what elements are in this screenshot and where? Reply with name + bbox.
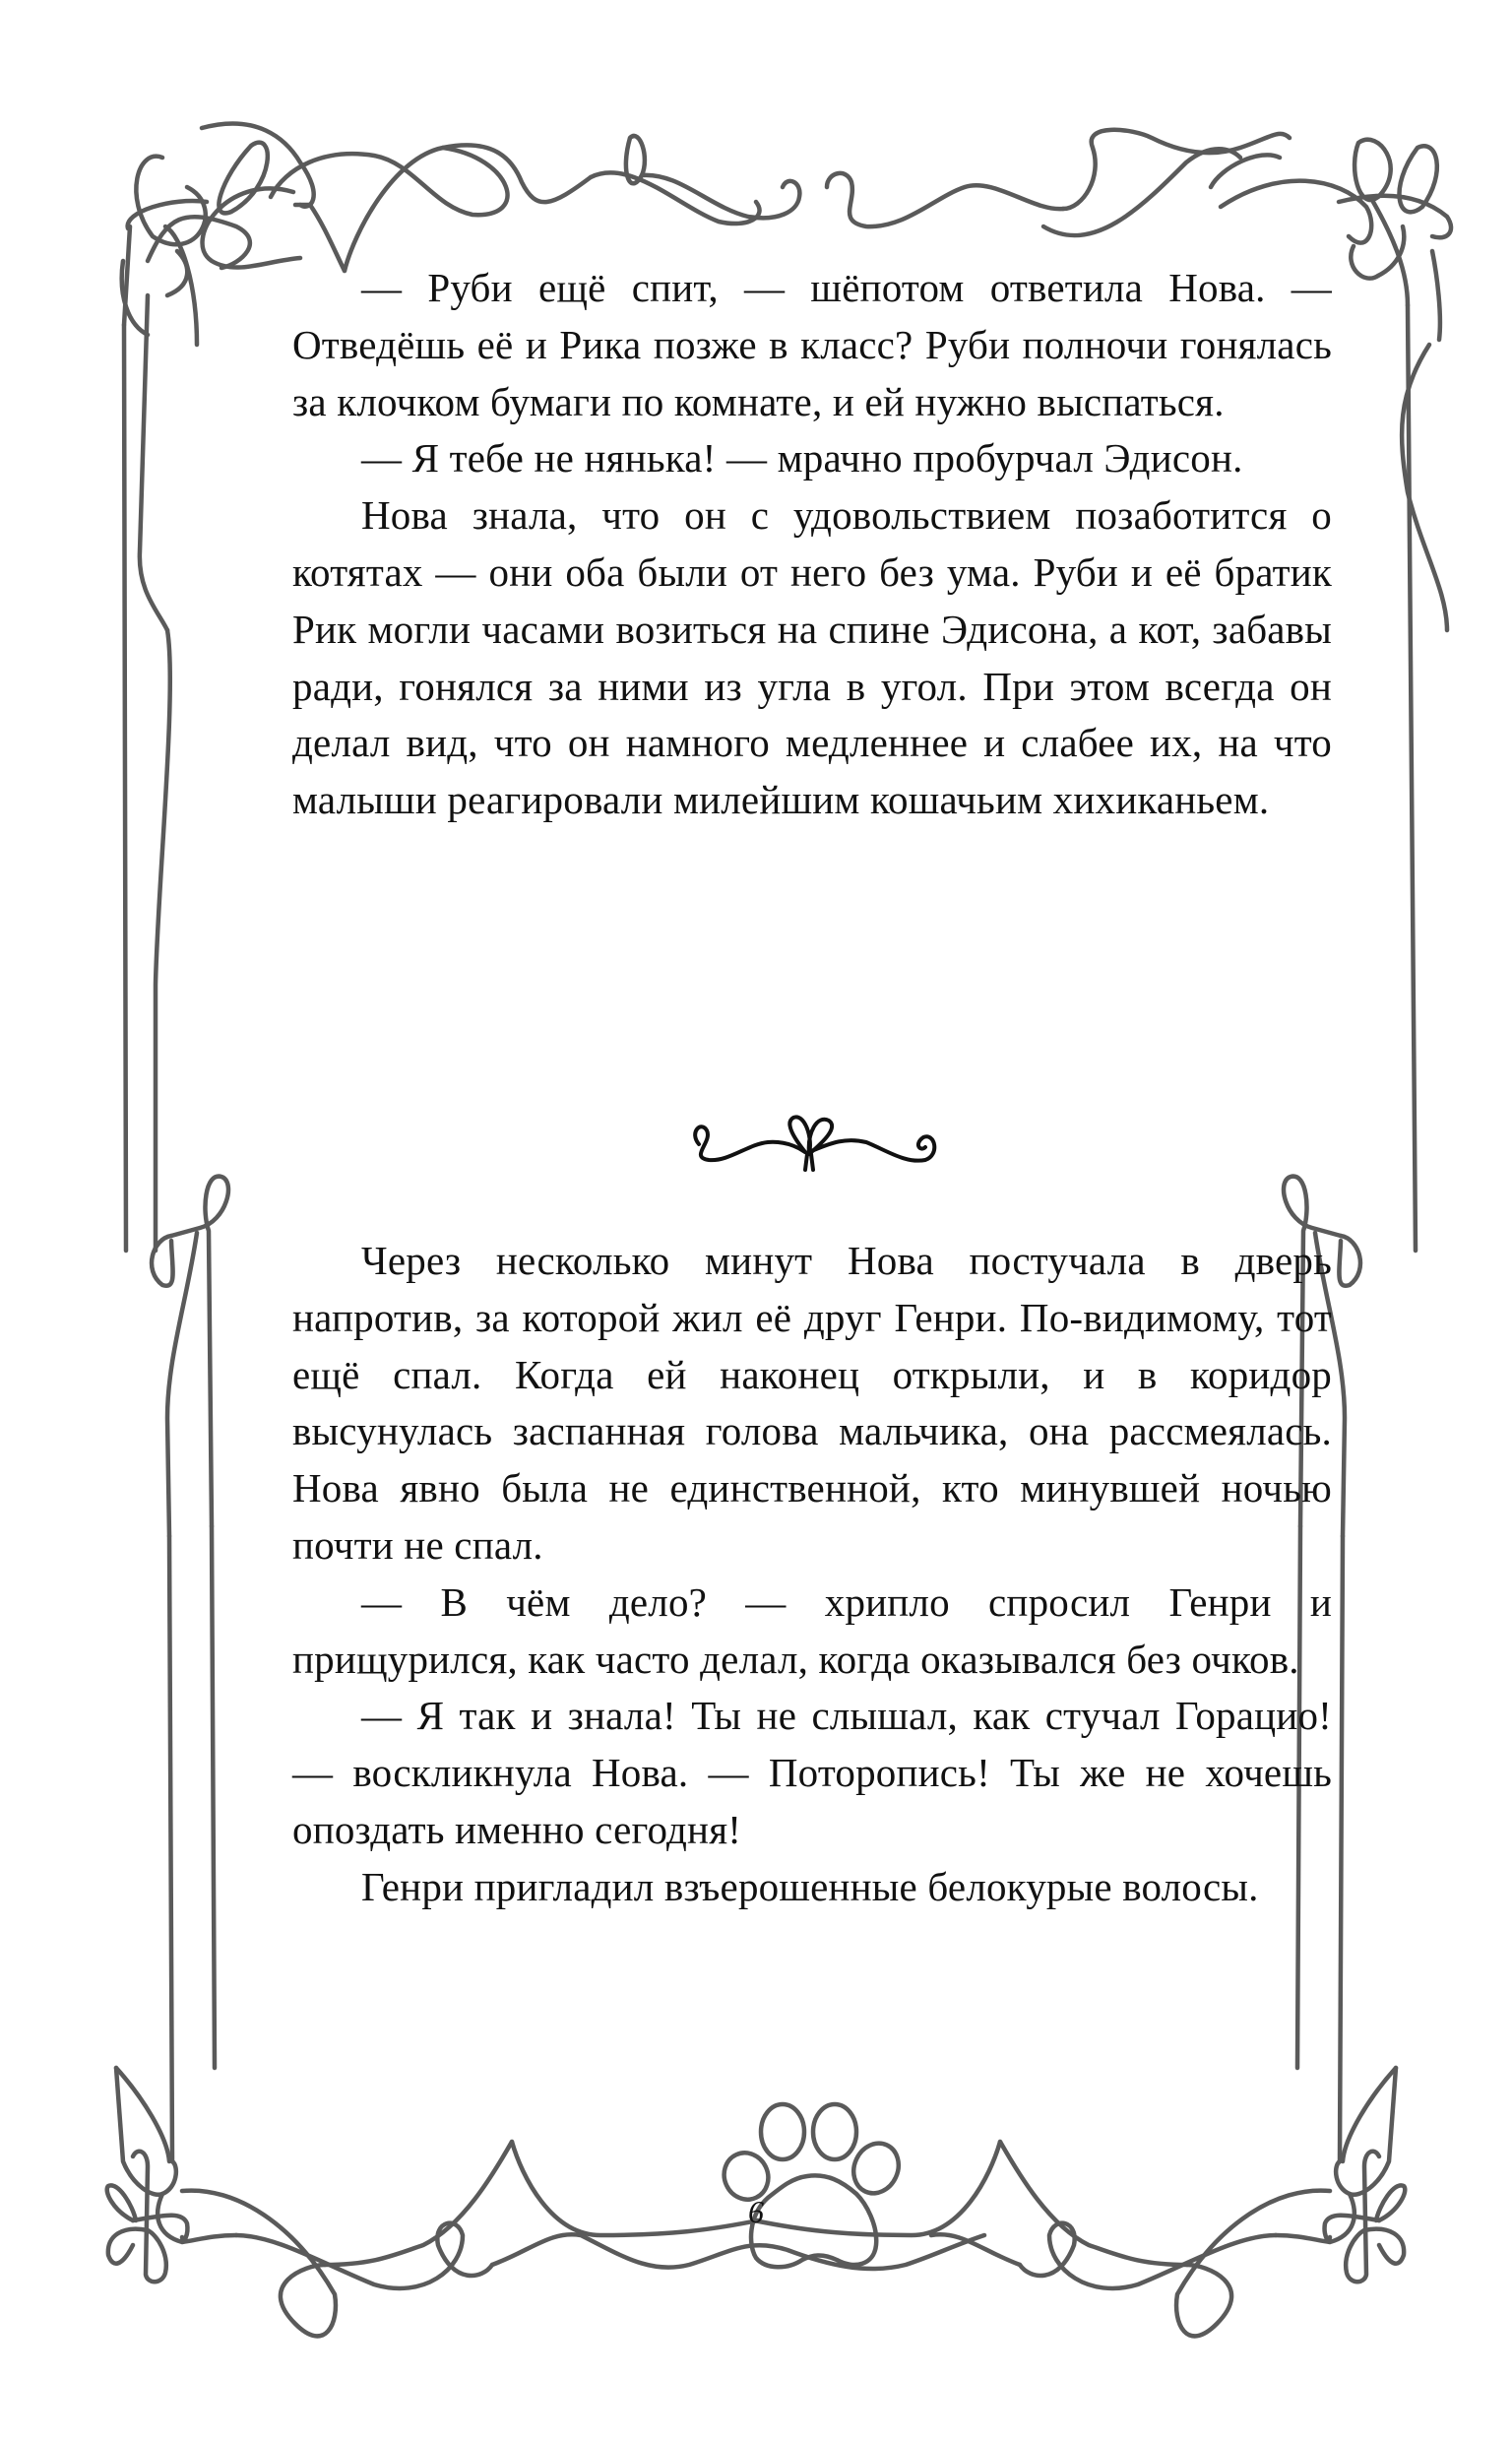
- page-number: 6: [748, 2194, 764, 2229]
- paw-print-icon: [717, 2104, 907, 2267]
- paragraph: — Я тебе не нянька! — мрачно пробурчал Эдисон.: [361, 435, 1243, 482]
- paragraph: — В чём дело? — хрипло спросил Генри и прищурился, как часто делал, когда оказывался без очков.: [292, 1578, 1332, 1682]
- top-border-flourish: [202, 123, 1290, 271]
- paragraph: — Я так и знала! Ты не слышал, как стучал Горацио! — воскликнула Нова. — Поторопись! Ты же не хочешь опоздать именно сегодня!: [292, 1693, 1332, 1852]
- paragraph: — Руби ещё спит, — шёпотом ответила Нова. — Отведёшь её и Рика позже в класс? Руби полночи гонялась за клочком бумаги по комнате, и ей нужно выспаться.: [292, 265, 1332, 424]
- left-middle-knot-icon: [152, 1177, 228, 1536]
- bottom-border-flourish: [182, 2142, 1330, 2336]
- paragraph: Нова знала, что он с удовольствием позаботится о котятах — они оба были от него без ума. Руби и её братик Рик могли часами возиться на спине Эдисона, а кот, забавы ради, гонялся за ними из угла в угол. При этом всегда он делал вид, что он намного медленнее и слабее их, на что малыши реагировали милейшим кошачьим хихиканьем.: [292, 492, 1332, 823]
- paragraph: Генри пригладил взъерошенные белокурые волосы.: [361, 1863, 1259, 1909]
- paragraph: Через несколько минут Нова постучала в дверь напротив, за которой жил её друг Генри. По-видимому, тот ещё спал. Когда ей наконец открыли, и в коридор высунулась заспанная голова мальчика, она рассмеялась. Нова явно была не единственной, кто минувшей ночью почти не спал.: [292, 1238, 1332, 1568]
- top-left-knot-icon: [122, 143, 300, 630]
- section-divider-icon: [695, 1117, 934, 1170]
- text-section-1: [292, 260, 1332, 829]
- left-border-line: [124, 325, 170, 1251]
- text-section-2: [292, 1233, 1332, 1916]
